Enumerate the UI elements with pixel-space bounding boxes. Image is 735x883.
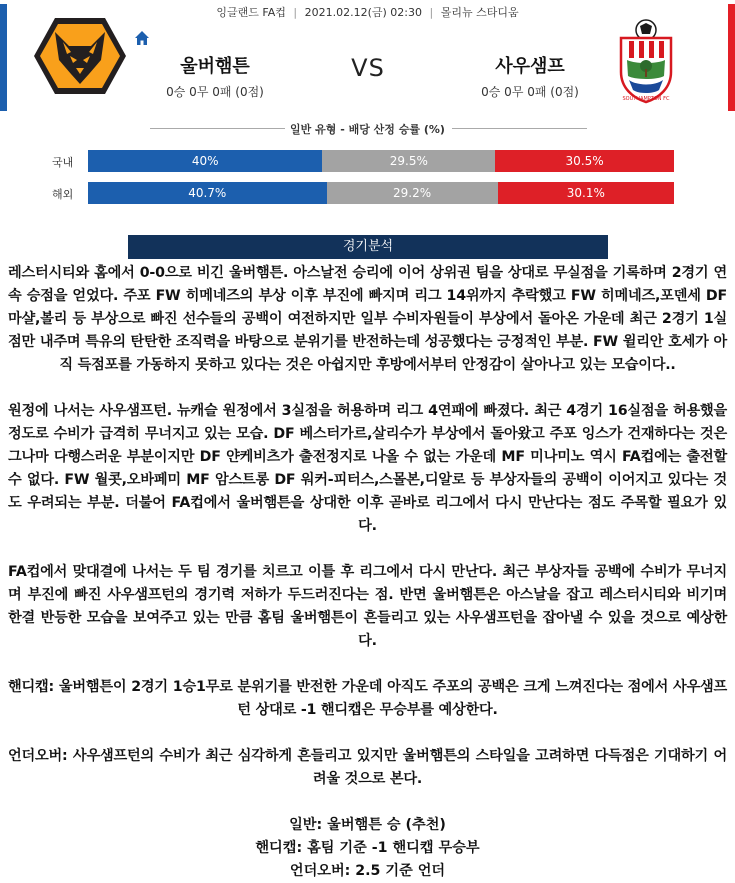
odds-row-overseas [0,182,735,206]
analysis-paragraph-away: 원정에 나서는 사우샘프턴. 뉴캐슬 원정에서 3실점을 허용하며 리그 4연패에 빠졌다. 최근 4경기 16실점을 허용했을 정도로 수비가 급격히 무너지고 있는 모습. DF 베스터가르,살리수가 부상에서 돌아왔고 주포 잉스가 건재하다는 것은 그나마 다행스러운 부분이지만 DF 얀케비츠가 출전정지로 나올 수 없는 가운데 MF 미나미노 역시 FA컵에는 출전할 수 없다. FW 월콧,오바페미 MF 암스트롱 DF 워커-피터스,스몰본,디알로 등 부상자들의 공백이 이어지고 있다는 것도 우려되는 부분. 더불어 FA컵에서 울버햄튼을 상대한 이후 곧바로 리그에서 다시 만난다는 점도 주목할 필요가 있다. [8,403,727,534]
away-team-name: 사우샘프 [495,56,565,77]
away-color-bar [728,4,735,111]
odds-draw-segment: 29.2% [327,182,498,204]
odds-row-label: 해외 [52,188,74,201]
match-venue: 몰리뉴 스타디움 [440,6,519,19]
match-datetime: 2021.02.12(금) 02:30 [304,6,422,19]
picks-summary [8,814,727,883]
meta-divider: | [429,6,434,19]
southampton-crest-icon [611,16,681,106]
home-team-record: 0승 0무 0패 (0점) [166,85,264,99]
caption-rule-right [452,128,587,129]
analysis-body [8,262,727,883]
odds-lose-segment: 30.1% [498,182,674,204]
odds-lose-segment: 30.5% [495,150,674,172]
home-venue-icon [134,30,150,46]
analysis-paragraph-home: 레스터시티와 홈에서 0-0으로 비긴 울버햄튼. 아스날전 승리에 이어 상위권 팀을 상대로 무실점을 기록하며 2경기 연속 승점을 얻었다. 주포 FW 히메네즈의 부상 이후 부진에 빠지며 리그 14위까지 추락했고 FW 히메네즈,포덴세 DF 마샬,볼리 등 부상으로 빠진 선수들의 공백이 여전하지만 일부 수비자원들이 부상에서 돌아온 가운데 최근 2경기 1실점만 내주며 특유의 탄탄한 조직력을 바탕으로 분위기를 반전하는데 성공했다는 긍정적인 부분. FW 윌리안 호세가 아직 득점포를 가동하지 못하고 있다는 것은 아쉽지만 후방에서부터 안정감이 살아나고 있는 모습이다.. [8,265,727,373]
away-crest-text: SOUTHAMPTON FC [622,96,670,102]
odds-bar-track [88,150,674,172]
odds-draw-segment: 29.5% [322,150,495,172]
pick-general: 일반: 울버햄튼 승 (추천) [289,817,446,833]
odds-caption: 일반 유형 - 배당 산정 승률 (%) [290,123,445,136]
pick-overunder: 언더오버: 2.5 기준 언더 [289,863,446,879]
analysis-paragraph-handicap: 핸디캡: 울버햄튼이 2경기 1승1무로 분위기를 반전한 가운데 아직도 주포의 공백은 크게 느껴진다는 점에서 사우샘프턴 상대로 -1 핸디캡은 무승부를 예상한다. [8,679,727,718]
analysis-header: 경기분석 [128,235,608,259]
analysis-paragraph-overunder: 언더오버: 사우샘프턴의 수비가 최근 심각하게 흔들리고 있지만 울버햄튼의 스타일을 고려하면 다득점은 기대하기 어려울 것으로 본다. [8,748,727,787]
analysis-paragraph-preview: FA컵에서 맞대결에 나서는 두 팀 경기를 치르고 이틀 후 리그에서 다시 만난다. 최근 부상자들 공백에 수비가 무너지며 부진에 빠진 사우샘프턴의 경기력 저하가 두드러진다는 점. 반면 울버햄튼은 아스날을 잡고 레스터시티와 비기며 한결 반등한 모습을 보여주고 있는 만큼 홈팀 울버햄튼이 흔들리고 있는 사우샘프턴을 잡아낼 수 있을 것으로 예상한다. [8,564,727,649]
away-team-record: 0승 0무 0패 (0점) [481,85,579,99]
odds-win-segment: 40% [88,150,322,172]
home-color-bar [0,4,7,111]
home-team-name: 울버햄튼 [180,56,250,77]
odds-win-segment: 40.7% [88,182,327,204]
wolves-crest-icon [33,16,127,96]
odds-row-domestic [0,150,735,174]
vs-label: VS [351,54,385,82]
pick-handicap: 핸디캡: 홈팀 기준 -1 핸디캡 무승부 [255,840,480,856]
odds-row-label: 국내 [52,156,74,169]
competition-label: 잉글랜드 FA컵 [216,6,286,19]
meta-divider: | [293,6,298,19]
odds-bar-track [88,182,674,204]
